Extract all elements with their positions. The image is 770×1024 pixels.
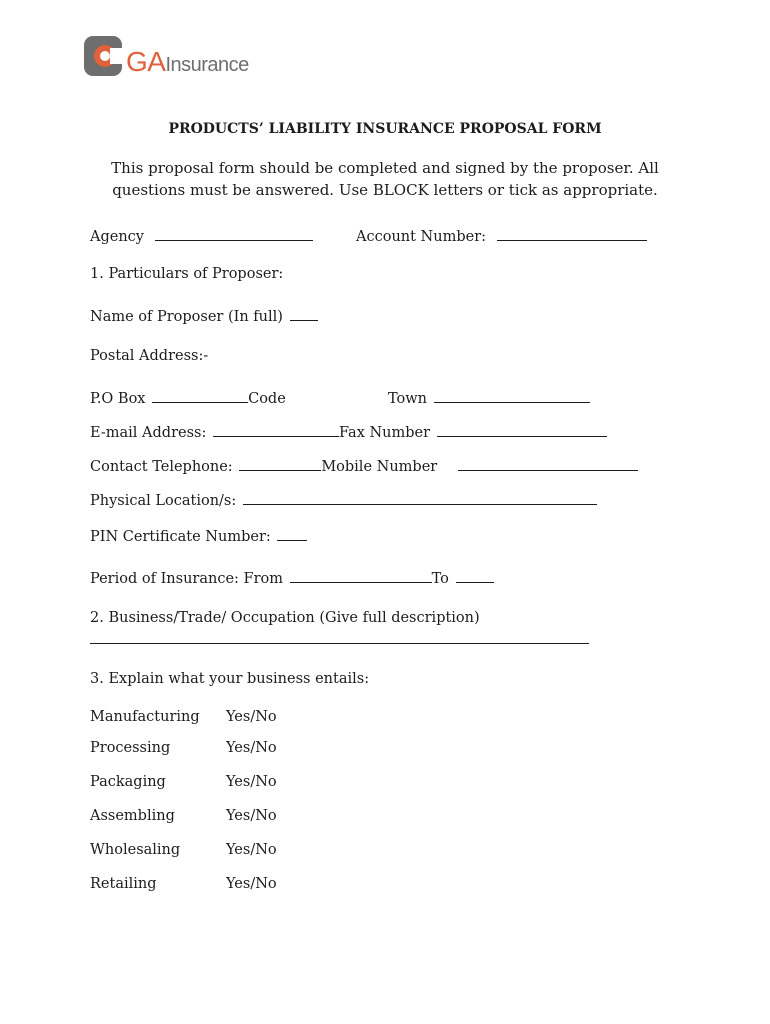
activity-name: Packaging xyxy=(90,774,166,790)
activity-answer[interactable]: Yes/No xyxy=(226,709,277,725)
logo-ga: GA xyxy=(126,46,166,77)
email-field[interactable] xyxy=(213,422,339,437)
po-box-field[interactable] xyxy=(152,388,248,403)
name-of-proposer-field[interactable] xyxy=(290,306,318,321)
physical-location-row xyxy=(90,490,597,509)
town-field[interactable] xyxy=(434,388,590,403)
agency-field[interactable] xyxy=(155,226,313,241)
ga-insurance-logo xyxy=(84,34,264,80)
code-label: Code xyxy=(248,391,286,407)
name-of-proposer-row xyxy=(90,306,318,325)
period-of-insurance-row xyxy=(90,568,494,587)
activity-name: Assembling xyxy=(90,808,175,824)
activity-name: Manufacturing xyxy=(90,709,200,725)
physical-location-field[interactable] xyxy=(243,490,597,505)
pin-certificate-row xyxy=(90,526,307,545)
activity-answer[interactable]: Yes/No xyxy=(226,876,277,892)
mobile-label: Mobile Number xyxy=(321,459,438,475)
logo-wordmark xyxy=(126,46,249,78)
fax-field[interactable] xyxy=(437,422,607,437)
activity-name: Retailing xyxy=(90,876,157,892)
activity-answer[interactable]: Yes/No xyxy=(226,808,277,824)
fax-label: Fax Number xyxy=(338,425,431,441)
pin-certificate-field[interactable] xyxy=(277,526,307,541)
contact-telephone-label: Contact Telephone: xyxy=(90,459,233,475)
po-box-label: P.O Box xyxy=(90,391,146,407)
section-3-heading: 3. Explain what your business entails: xyxy=(90,671,370,687)
activity-name: Processing xyxy=(90,740,171,756)
contact-telephone-row xyxy=(90,456,638,475)
activity-answer[interactable]: Yes/No xyxy=(226,774,277,790)
account-number-row xyxy=(356,226,647,245)
activity-answer[interactable]: Yes/No xyxy=(226,740,277,756)
period-from-field[interactable] xyxy=(290,568,432,583)
town-row xyxy=(388,388,590,407)
form-title: PRODUCTS’ LIABILITY INSURANCE PROPOSAL FORM xyxy=(168,121,602,137)
activity-name: Wholesaling xyxy=(90,842,181,858)
form-intro: This proposal form should be completed and signed by the proposer. All questions must be answered. Use BLOCK letters or tick as appropriate. xyxy=(111,159,659,199)
agency-row xyxy=(90,226,313,245)
business-description-field[interactable] xyxy=(90,643,589,644)
agency-label: Agency xyxy=(90,229,144,245)
contact-telephone-field[interactable] xyxy=(239,456,321,471)
postal-address-label: Postal Address:- xyxy=(90,348,209,364)
town-label: Town xyxy=(388,391,428,407)
mobile-field[interactable] xyxy=(458,456,638,471)
period-to-field[interactable] xyxy=(456,568,494,583)
name-of-proposer-label: Name of Proposer (In full) xyxy=(90,309,283,325)
period-to-label: To xyxy=(431,571,449,587)
po-box-row xyxy=(90,388,286,407)
logo-insurance: Insurance xyxy=(165,54,249,76)
pin-certificate-label: PIN Certificate Number: xyxy=(90,529,271,545)
physical-location-label: Physical Location/s: xyxy=(90,493,237,509)
email-label: E-mail Address: xyxy=(90,425,207,441)
period-from-label: Period of Insurance: From xyxy=(90,571,284,587)
section-2-heading: 2. Business/Trade/ Occupation (Give full description) xyxy=(90,610,480,626)
activity-answer[interactable]: Yes/No xyxy=(226,842,277,858)
account-number-field[interactable] xyxy=(497,226,647,241)
email-row xyxy=(90,422,607,441)
section-1-heading: 1. Particulars of Proposer: xyxy=(90,266,284,282)
ga-logo-mark-icon xyxy=(84,34,126,78)
account-number-label: Account Number: xyxy=(356,229,487,245)
